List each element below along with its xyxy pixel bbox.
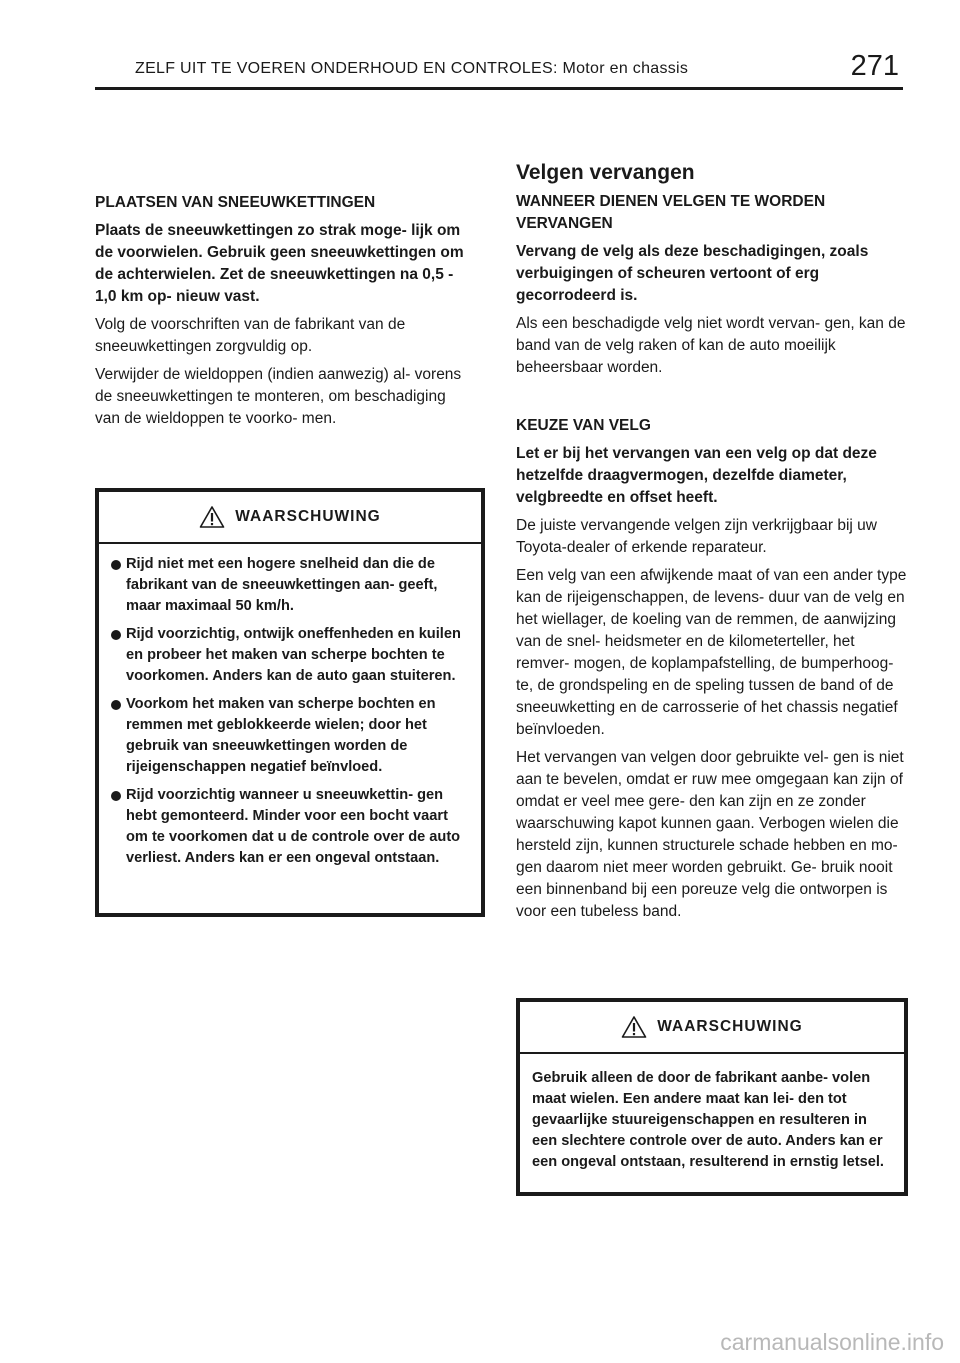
warning-box-snow-chains [95, 488, 485, 917]
warning-header [520, 1002, 904, 1054]
rim-choice-para-3: Het vervangen van velgen door gebruikte vel- gen is niet aan te bevelen, omdat er ruw mee omgegaan kan zijn of omdat er veel mee gere- den kan zijn en ze zonder waarschuwing kapot kunnen gaan. Verbogen wielen die hersteld zijn, kunnen structurele schade hebben en mo- gen daarom niet meer worden gebruikt. Ge- bruik nooit een binnenband bij een poreuze velg die ontworpen is voor een tubeless band. [516, 749, 904, 920]
page-header [95, 52, 903, 92]
right-column [516, 160, 908, 923]
warning-triangle-icon [199, 505, 225, 529]
section-title-rim-choice: KEUZE VAN VELG [516, 417, 651, 434]
warning-text: Gebruik alleen de door de fabrikant aanbe- volen maat wielen. Een andere maat kan lei- den tot gevaarlijke stuureigenschappen en resulteren in een slechtere controle over de auto. Anders kan er een ongeval ontstaan, resulterend in ernstig letsel. [532, 1070, 884, 1170]
bullet-icon [111, 630, 121, 640]
spacer [516, 379, 908, 415]
warning-title: WAARSCHUWING [235, 508, 381, 525]
bullet-icon [111, 560, 121, 570]
watermark: carmanualsonline.info [720, 1329, 944, 1355]
rim-choice-para-1: De juiste vervangende velgen zijn verkrijgbaar bij uw Toyota-dealer of erkende reparateur. [516, 517, 877, 556]
warning-header [99, 492, 481, 544]
header-rule [95, 87, 903, 90]
warning-body [99, 544, 481, 869]
rim-choice-bold: Let er bij het vervangen van een velg op dat deze hetzelfde draagvermogen, dezelfde diameter, velgbreedte en offset heeft. [516, 445, 877, 506]
section-title-when-replace: WANNEER DIENEN VELGEN TE WORDEN VERVANGEN [516, 193, 826, 232]
warning-item-text: Rijd voorzichtig wanneer u sneeuwkettin- gen hebt gemonteerd. Minder voor een bocht vaart om te voorkomen dat u de controle over de auto verliest. Anders kan er een ongeval ontstaan. [126, 787, 461, 866]
warning-item [111, 694, 471, 778]
rim-choice-para-2: Een velg van een afwijkende maat of van een ander type kan de rijeigenschappen, de levens- duur van de velg en het wiellager, de koeling van de remmen, de aanwijzing van de snel- heidsmeter en de kilometerteller, het remver- mogen, de koplampafstelling, de bumperhoog- te, de grondspeling en de speling tussen de band of de sneeuwketting en de carrosserie of het chassis negatief beïnvloeden. [516, 567, 907, 738]
warning-item-text: Rijd voorzichtig, ontwijk oneffenheden en kuilen en probeer het maken van scherpe bochten te voorkomen. Anders kan de auto gaan stuiteren. [126, 626, 461, 684]
left-column [95, 192, 471, 430]
header-title: ZELF UIT TE VOEREN ONDERHOUD EN CONTROLES: Motor en chassis [135, 60, 689, 77]
warning-box-rims [516, 998, 908, 1196]
when-replace-para: Als een beschadigde velg niet wordt vervan- gen, kan de band van de velg raken of kan de auto moeilijk beheersbaar worden. [516, 315, 906, 376]
bullet-icon [111, 791, 121, 801]
page-number: 271 [850, 50, 899, 82]
snow-chains-para-2: Verwijder de wieldoppen (indien aanwezig) al- vorens de sneeuwkettingen te monteren, om beschadiging van de wieldoppen te voorko- men. [95, 366, 462, 427]
warning-item-text: Rijd niet met een hogere snelheid dan die de fabrikant van de sneeuwkettingen aan- geeft, maar maximaal 50 km/h. [126, 556, 438, 614]
warning-body [520, 1054, 904, 1173]
warning-item [111, 785, 471, 869]
warning-item [111, 624, 471, 687]
warning-triangle-icon [621, 1015, 647, 1039]
warning-item-text: Voorkom het maken van scherpe bochten en remmen met geblokkeerde wielen; door het gebruik van sneeuwkettingen worden de rijeigenschappen negatief beïnvloed. [126, 696, 436, 775]
snow-chains-para-1: Volg de voorschriften van de fabrikant van de sneeuwkettingen zorgvuldig op. [95, 316, 406, 355]
snow-chains-intro: Plaats de sneeuwkettingen zo strak moge- lijk om de voorwielen. Gebruik geen sneeuwkettingen om de achterwielen. Zet de sneeuwkettingen na 0,5 - 1,0 km op- nieuw vast. [95, 222, 464, 305]
warning-title: WAARSCHUWING [657, 1018, 803, 1035]
section-title-snow-chains: PLAATSEN VAN SNEEUWKETTINGEN [95, 194, 376, 211]
when-replace-bold: Vervang de velg als deze beschadigingen, zoals verbuigingen of scheuren vertoont of erg gecorrodeerd is. [516, 243, 869, 304]
main-title-rims: Velgen vervangen [516, 161, 695, 184]
warning-item [111, 554, 471, 617]
bullet-icon [111, 700, 121, 710]
